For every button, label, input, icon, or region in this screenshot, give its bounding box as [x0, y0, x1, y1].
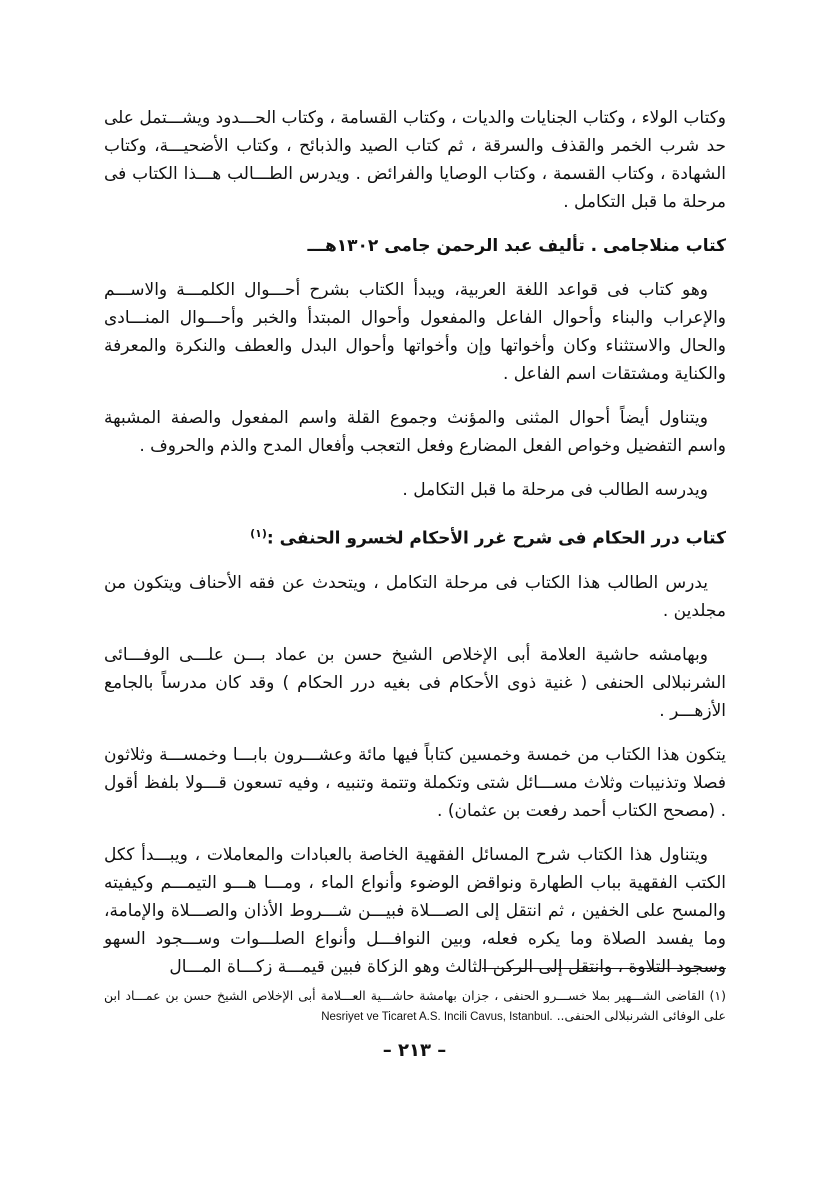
footnote-separator [482, 968, 726, 969]
paragraph-7: يتكون هذا الكتاب من خمسة وخمسين كتاباً فيها مائة وعشـــرون بابـــا وخمســـة وثلاثون فصلا وتذنيبات وثلاث مســـائل شتى وتكملة وتتمة وتنبيه ، وفيه تسعون قـــولا بلفظ أقول . (مصحح الكتاب أحمد رفعت بن عثمان) . [104, 744, 726, 821]
paragraph-4: ويدرسه الطالب فى مرحلة ما قبل التكامل . [402, 480, 708, 500]
paragraph-5: يدرس الطالب هذا الكتاب فى مرحلة التكامل ، ويتحدث عن فقه الأحناف ويتكون من مجلدين . [104, 572, 726, 621]
paragraph-2: وهو كتاب فى قواعد اللغة العربية، ويبدأ الكتاب بشرح أحـــوال الكلمـــة والاســـم والإعراب والبناء وأحوال الفاعل والمفعول وأحوال المبتدأ والخبر وأحـــوال المنـــادى والحال والاستثناء وكان وأخواتها وإن وأخواتها وأحوال البدل والعطف والنكرة والمعرفة والكناية ومشتقات اسم الفاعل . [104, 280, 726, 384]
footnote-marker: (١) [250, 527, 267, 540]
footnote-arabic-text: (١) القاضى الشـــهير بملا خســـرو الحنفى ، جزان بهامشة حاشـــية العـــلامة أبى الإخلاص الشيخ حسن بن عمـــاد ابن على الوفائى الشرنبلالى الحنفى.. [104, 988, 726, 1023]
footnote-publisher-text: Nesriyet ve Ticaret A.S. Incili Cavus, Istanbul. [321, 1011, 553, 1023]
paragraph-6: وبهامشه حاشية العلامة أبى الإخلاص الشيخ حسن بن عماد بـــن علـــى الوفـــائى الشرنبلالى الحنفى ( غنية ذوى الأحكام فى بغيه درر الحكام ) وقد كان مدرساً بالجامع الأزهـــر . [104, 644, 726, 721]
page-number: – ٢١٣ – [382, 1040, 447, 1061]
paragraph-1: وكتاب الولاء ، وكتاب الجنايات والديات ، وكتاب القسامة ، وكتاب الحـــدود ويشـــتمل على حد شرب الخمر والقذف والسرقة ، ثم كتاب الصيد والذبائح ، وكتاب الأضحيـــة، وكتاب الشهادة ، وكتاب القسمة ، وكتاب الوصايا والفرائض . ويدرس الطـــالب هـــذا الكتاب فى مرحلة ما قبل التكامل . [103, 108, 726, 212]
section-heading-durar-alhukkam [104, 520, 726, 553]
paragraph-8: ويتناول هذا الكتاب شرح المسائل الفقهية الخاصة بالعبادات والمعاملات ، ويبـــدأ ككل الكتب الفقهية بباب الطهارة ونواقض الوضوء وأنواع الماء ، ومـــا هـــو التيمـــم وكيفيته والمسح على الخفين ، ثم انتقل إلى الصـــلاة فبيـــن شـــروط الأذان والصـــلاة والإمامة، وما يفسد الصلاة وما يكره فعله، وبين النوافـــل وأنواع الصلـــوات وســـجود السهو وسجود التلاوة ، وانتقل إلى الركن الثالث وهو الزكاة فبين قيمـــة زكـــاة المـــال [104, 844, 726, 977]
page-body [104, 104, 726, 997]
section-heading-text: كتاب درر الحكام فى شرح غرر الأحكام لخسرو الحنفى : [266, 528, 726, 549]
paragraph-3: ويتناول أيضاً أحوال المثنى والمؤنث وجموع القلة واسم المفعول والصفة المشبهة واسم التفضيل وخواص الفعل المضارع وفعل التعجب وأفعال المدح والذم والحروف . [104, 408, 726, 456]
footnote [104, 986, 726, 1027]
section-heading-manlajami: كتاب منلاجامى . تأليف عبد الرحمن جامى ١٣٠٢هـــ [307, 236, 726, 256]
